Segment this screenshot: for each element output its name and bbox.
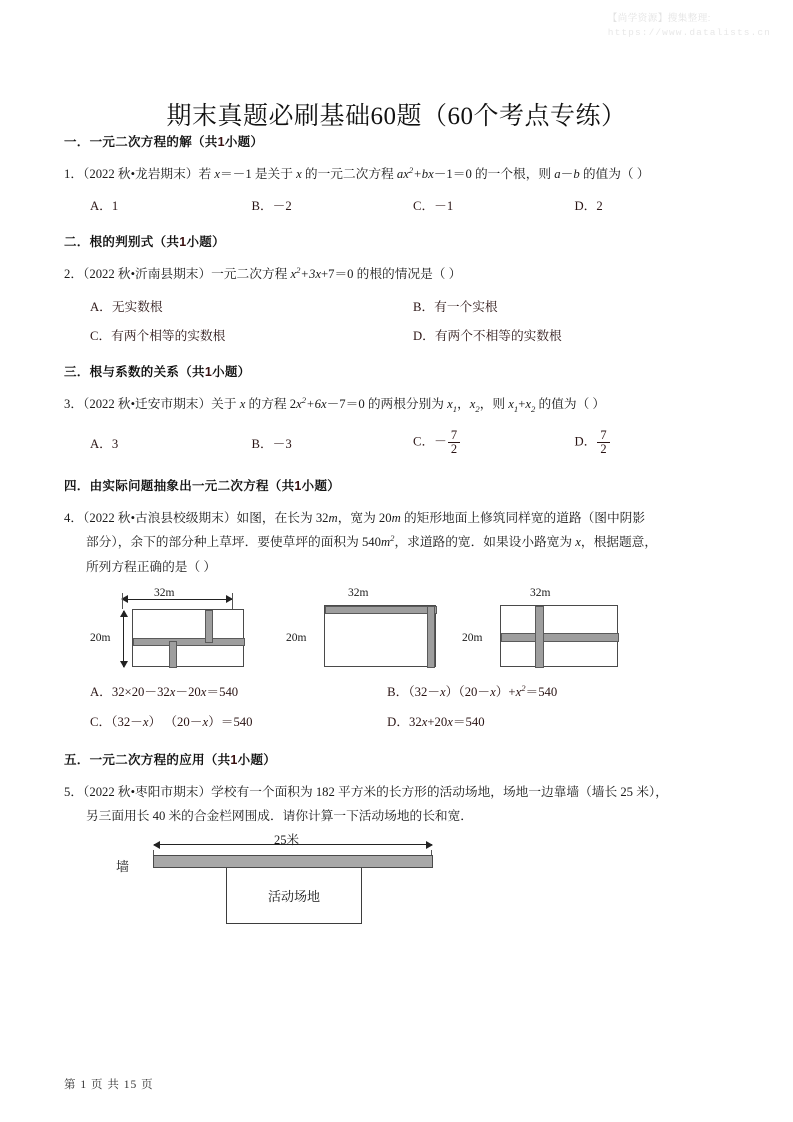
question-5-number: 5． bbox=[64, 784, 84, 799]
section-2-heading-suffix: 小题） bbox=[186, 235, 225, 250]
question-1-math-3: ax bbox=[396, 167, 409, 182]
section-1 bbox=[64, 132, 736, 214]
question-1-number: 1． bbox=[64, 167, 84, 182]
question-3-option-d-fraction bbox=[597, 429, 609, 456]
question-3-options bbox=[64, 429, 736, 456]
question-3-text-4: ， bbox=[457, 396, 470, 411]
section-4-heading-count: 1 bbox=[294, 479, 302, 494]
section-5-heading-count: 1 bbox=[230, 752, 238, 767]
watermark-source-text: 【尚学资源】搜集整理: bbox=[607, 13, 711, 24]
question-3-math-7: x bbox=[525, 396, 532, 411]
question-4-option-b-mid2: ）+ bbox=[495, 684, 516, 699]
question-4-option-a-mid: －20 bbox=[175, 684, 201, 699]
figure-2-width-label: 32m bbox=[348, 586, 369, 599]
question-3-option-c[interactable] bbox=[413, 429, 575, 456]
question-2-number: 2． bbox=[64, 267, 84, 282]
figure-5-dimension-label: 25米 bbox=[274, 833, 300, 847]
question-1-text-5: － bbox=[560, 167, 574, 182]
watermark bbox=[608, 12, 771, 40]
question-3-text-1: （2022 秋•迁安市期末）关于 bbox=[83, 396, 240, 411]
question-3-sup-2: 2 bbox=[301, 394, 307, 405]
figure-1-horizontal-road bbox=[133, 638, 245, 646]
question-3-option-d-label: D． bbox=[574, 434, 597, 449]
question-1-text-1: （2022 秋•龙岩期末）若 bbox=[83, 167, 215, 182]
question-4-option-b-m3: x bbox=[515, 684, 522, 699]
figure-1-width-arrow bbox=[122, 599, 232, 600]
question-1-text-6: 的值为（ ） bbox=[579, 167, 650, 182]
figure-1-vertical-road-lower bbox=[169, 641, 177, 668]
question-3-math-4: x bbox=[447, 396, 453, 411]
section-4 bbox=[64, 476, 736, 730]
section-5 bbox=[64, 750, 736, 946]
question-3-sub-4: 1 bbox=[452, 403, 458, 414]
figure-1-width-label: 32m bbox=[154, 586, 175, 599]
question-5-line-2: 另三面用长 40 米的合金栏网围成．请你计算一下活动场地的长和宽． bbox=[86, 808, 473, 823]
question-5-line-1 bbox=[64, 780, 736, 804]
question-1-option-c[interactable]: C．－1 bbox=[413, 199, 454, 214]
question-4-option-d-pre: D．32 bbox=[387, 714, 422, 729]
question-3-sub-5: 2 bbox=[475, 403, 480, 414]
section-2-heading-prefix: 二．根的判别式（共 bbox=[64, 235, 180, 250]
section-1-heading-suffix: 小题） bbox=[224, 135, 264, 149]
question-4-option-b-post: ＝540 bbox=[525, 684, 558, 699]
section-2 bbox=[64, 232, 736, 343]
question-4-option-c-mid: ） （20－ bbox=[148, 714, 203, 729]
fraction-numerator: 7 bbox=[597, 429, 609, 443]
question-3-text-5: ，则 bbox=[479, 396, 509, 411]
question-3-math-6: x bbox=[508, 396, 514, 411]
page-footer: 第 1 页 共 15 页 bbox=[64, 1079, 154, 1091]
figure-3-width-label: 32m bbox=[530, 586, 551, 599]
question-4-line2-a: 部分），余下的部分种上草坪．要使草坪的面积为 540 bbox=[86, 535, 381, 550]
question-4-line2-c: ，根据题意， bbox=[580, 535, 658, 550]
question-4-options-row-1 bbox=[64, 681, 736, 700]
figure-2-right-road bbox=[427, 606, 435, 668]
question-1-text-3: 的一元二次方程 bbox=[301, 167, 397, 182]
section-1-heading-prefix: 一．一元二次方程的解（共 bbox=[64, 135, 218, 149]
figure-1 bbox=[90, 586, 262, 669]
section-3 bbox=[64, 362, 736, 456]
question-4-option-b[interactable] bbox=[387, 681, 557, 700]
question-2 bbox=[64, 262, 736, 286]
question-1-option-d[interactable]: D．2 bbox=[574, 199, 603, 214]
question-2-math-2: +3x bbox=[300, 267, 321, 282]
question-4-option-c-m1: x bbox=[142, 714, 149, 729]
section-5-heading bbox=[64, 750, 736, 768]
question-4-option-b-m1: x bbox=[440, 684, 446, 699]
question-1-options bbox=[64, 195, 736, 214]
question-4-option-a[interactable] bbox=[90, 681, 387, 700]
question-4-line-2 bbox=[64, 530, 736, 554]
question-4-option-d-mid: +20 bbox=[427, 714, 448, 729]
question-4-options-row-2 bbox=[64, 711, 736, 730]
question-3-text-6: + bbox=[518, 396, 526, 411]
question-1-math-2: x bbox=[296, 167, 302, 182]
section-4-heading-prefix: 四．由实际问题抽象出一元二次方程（共 bbox=[64, 479, 295, 494]
section-3-heading-count: 1 bbox=[204, 364, 213, 379]
fraction-denominator: 2 bbox=[450, 442, 458, 457]
figure-5-wall-label: 墙 bbox=[116, 859, 130, 874]
question-4-option-c-m2: x bbox=[202, 714, 209, 729]
figure-3 bbox=[464, 587, 624, 669]
question-4-line1-a: （2022 秋•古浪县校级期末）如图，在长为 32 bbox=[83, 511, 329, 526]
question-4-option-c-post: ）＝540 bbox=[208, 714, 253, 729]
question-4-sup-2: 2 bbox=[390, 533, 395, 544]
question-5-line1: （2022 秋•枣阳市期末）学校有一个面积为 182 平方米的长方形的活动场地，场地一边靠墙（墙长 25 米）， bbox=[83, 784, 668, 799]
question-4-option-a-m1: x bbox=[169, 684, 176, 699]
question-3-text-2: 的方程 2 bbox=[245, 396, 297, 411]
section-3-heading-suffix: 小题） bbox=[212, 364, 251, 379]
question-2-text-2: +7＝0 的根的情况是（ ） bbox=[320, 267, 462, 282]
figure-2-rect bbox=[324, 605, 436, 667]
figure-1-height-label: 20m bbox=[90, 631, 111, 644]
question-4-option-c-pre: C．（32－ bbox=[90, 714, 143, 729]
figure-1-ext-right bbox=[232, 593, 233, 609]
section-5-heading-suffix: 小题） bbox=[237, 752, 277, 767]
question-3-math-3: +6x bbox=[306, 396, 327, 411]
figure-3-rect bbox=[500, 605, 618, 667]
question-1-option-b[interactable]: B．－2 bbox=[251, 199, 292, 214]
question-4-option-b-pre: B．（32－ bbox=[387, 684, 441, 699]
question-2-sup-1: 2 bbox=[296, 265, 301, 276]
figure-5-field-box bbox=[226, 868, 362, 924]
question-4-option-a-pre: A．32×20－32 bbox=[90, 684, 170, 699]
figure-1-height-arrow bbox=[123, 611, 124, 667]
question-1-math-1: x bbox=[214, 167, 220, 182]
figure-1-rect bbox=[132, 609, 244, 667]
question-4-line2-b: ，求道路的宽．如果设小路宽为 bbox=[394, 535, 576, 550]
section-4-heading bbox=[64, 476, 736, 494]
question-4-line1-c: 的矩形地面上修筑同样宽的道路（图中阴影 bbox=[400, 511, 646, 526]
question-4-line-3: 所列方程正确的是（ ） bbox=[86, 559, 217, 574]
question-2-math-1: x bbox=[290, 267, 297, 282]
figure-2-top-road bbox=[325, 606, 437, 614]
fraction-numerator: 7 bbox=[448, 429, 460, 443]
question-3-option-b[interactable]: B．－3 bbox=[251, 437, 292, 452]
question-3-text-3: －7＝0 的两根分别为 bbox=[326, 396, 448, 411]
section-1-heading bbox=[64, 132, 736, 150]
question-5 bbox=[64, 780, 736, 828]
section-2-heading bbox=[64, 232, 736, 250]
question-3-math-5: x bbox=[469, 396, 476, 411]
question-1-sup-3: 2 bbox=[408, 165, 414, 175]
figure-3-height-label: 20m bbox=[462, 631, 483, 644]
section-3-heading-prefix: 三．根与系数的关系（共 bbox=[64, 364, 205, 379]
figure-2-height-label: 20m bbox=[286, 631, 307, 644]
page-title: 期末真题必刷基础60题（60个考点专练） bbox=[166, 103, 627, 130]
question-2-option-c[interactable]: C．有两个相等的实数根 bbox=[90, 328, 226, 343]
watermark-url: https://www.datalists.cn bbox=[607, 26, 771, 38]
section-3-heading bbox=[64, 362, 736, 380]
question-4-unit-m-1: m bbox=[328, 511, 338, 526]
question-1-math-6: b bbox=[573, 167, 580, 182]
question-3-sub-7: 2 bbox=[531, 403, 536, 414]
question-1-math-4: +bx bbox=[413, 167, 434, 182]
figure-2 bbox=[288, 587, 438, 669]
question-2-options-row-2 bbox=[64, 325, 736, 344]
fraction-denominator: 2 bbox=[600, 442, 607, 457]
question-2-option-d[interactable]: D．有两个不相等的实数根 bbox=[413, 328, 562, 343]
question-4-number: 4． bbox=[64, 511, 84, 526]
figure-5-field-label: 活动场地 bbox=[267, 889, 320, 904]
question-2-text-1: （2022 秋•沂南县期末）一元二次方程 bbox=[83, 267, 291, 282]
question-4-option-b-mid: ）（20－ bbox=[445, 684, 491, 699]
question-3-option-d[interactable] bbox=[575, 429, 737, 456]
question-1-option-a[interactable]: A．1 bbox=[90, 199, 119, 214]
section-1-heading-count: 1 bbox=[217, 135, 225, 149]
figure-3-vertical-road bbox=[535, 606, 544, 668]
question-1 bbox=[64, 162, 736, 186]
figure-3-horizontal-road bbox=[501, 633, 619, 642]
question-4-option-d-m1: x bbox=[421, 714, 428, 729]
question-2-option-a[interactable]: A．无实数根 bbox=[90, 299, 163, 314]
question-3-math-1: x bbox=[239, 396, 246, 411]
question-4-figures bbox=[64, 587, 736, 669]
question-4-unit-m-2: m bbox=[391, 511, 401, 526]
section-5-heading-prefix: 五．一元二次方程的应用（共 bbox=[64, 752, 231, 767]
question-4-option-b-sup: 2 bbox=[521, 682, 526, 693]
figure-5 bbox=[116, 834, 456, 946]
question-3-option-c-label: C．－ bbox=[413, 434, 447, 449]
question-4-math-x: x bbox=[575, 535, 581, 550]
question-4-unit-m-3: m bbox=[380, 535, 391, 550]
document-content bbox=[64, 132, 736, 946]
figure-1-vertical-road-upper bbox=[205, 610, 213, 643]
question-4-option-d-m2: x bbox=[447, 714, 453, 729]
section-2-heading-count: 1 bbox=[179, 235, 187, 250]
question-3-option-a[interactable]: A．3 bbox=[90, 437, 119, 452]
figure-5-wall-bar bbox=[153, 855, 433, 868]
question-3-math-2: x bbox=[296, 396, 302, 411]
question-4-option-d[interactable] bbox=[387, 711, 484, 730]
question-4-line1-b: ，宽为 20 bbox=[337, 511, 392, 526]
question-4-option-a-m2: x bbox=[200, 684, 207, 699]
question-4-option-b-m2: x bbox=[490, 684, 496, 699]
question-4-option-d-post: ＝540 bbox=[452, 714, 485, 729]
section-4-heading-suffix: 小题） bbox=[301, 479, 341, 494]
question-3-sub-6: 1 bbox=[513, 403, 519, 414]
question-1-text-2: ＝－1 是关于 bbox=[219, 167, 297, 182]
question-4-option-c[interactable] bbox=[90, 711, 387, 730]
question-4 bbox=[64, 506, 736, 579]
question-1-text-4: －1＝0 的一个根，则 bbox=[433, 167, 555, 182]
question-2-options-row-1 bbox=[64, 296, 736, 315]
question-2-option-b[interactable]: B．有一个实根 bbox=[413, 299, 498, 314]
figure-1-ext-left bbox=[122, 593, 123, 609]
question-3-number: 3． bbox=[64, 396, 84, 411]
question-1-math-5: a bbox=[554, 167, 561, 182]
question-3-option-c-fraction bbox=[448, 429, 460, 456]
question-4-line-1 bbox=[64, 506, 736, 530]
question-4-option-a-post: ＝540 bbox=[206, 684, 239, 699]
question-3 bbox=[64, 392, 736, 417]
question-3-text-7: 的值为（ ） bbox=[535, 396, 606, 411]
